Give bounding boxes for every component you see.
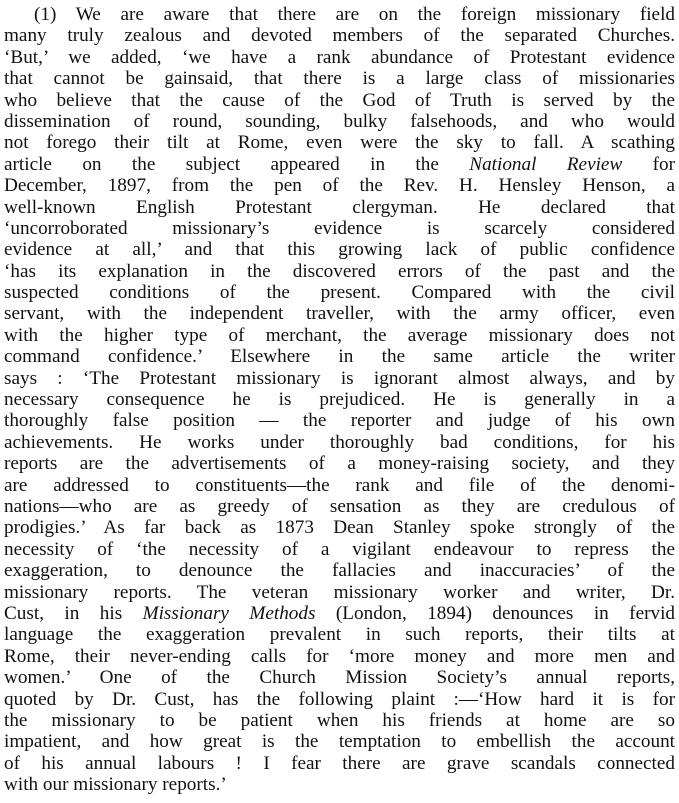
text-line: dissemination of round, sounding, bulky falsehoods, and who would [4,110,675,132]
text-line: not forego their tilt at Rome, even were the sky to fall. A scathing [4,132,675,154]
text-line: that cannot be gainsaid, that there is a large class of missionaries [4,68,675,90]
book-title: Missionary Methods [142,602,316,624]
text-line: thoroughly false position — the reporter and judge of his own [4,410,675,432]
text-line: many truly zealous and devoted members of the separated Churches. [4,25,675,47]
text-segment: article on the subject appeared in the [4,153,439,175]
text-line: language the exaggeration prevalent in such reports, their tilts at [4,624,675,646]
text-line: who believe that the cause of the God of Truth is served by the [4,89,675,111]
text-line: command confidence.’ Elsewhere in the same article the writer [4,346,675,368]
text-line: well-known English Protestant clergyman. He declared that [4,196,675,218]
text-line: suspected conditions of the present. Compared with the civil [4,282,675,304]
text-line: with our missionary reports.’ [4,774,227,796]
text-line [4,154,675,175]
text-line: missionary reports. The veteran missionary worker and writer, Dr. [4,581,675,603]
text-line: Rome, their never-ending calls for ‘more money and more men and [4,645,675,667]
text-line: servant, with the independent traveller, with the army officer, even [4,303,675,325]
text-line: ‘uncorroborated missionary’s evidence is scarcely considered [4,217,675,239]
text-line: of his annual labours ! I fear there are grave scandals connected [4,752,675,774]
footnote-paragraph [4,4,675,795]
text-segment: Cust, in his [4,602,123,624]
text-line: women.’ One of the Church Mission Society’s annual reports, [4,667,675,689]
text-line: evidence at all,’ and that this growing lack of public confidence [4,239,675,261]
text-line: achievements. He works under thoroughly bad conditions, for his [4,431,675,453]
text-line: nations—who are as greedy of sensation as they are credulous of [4,495,675,517]
text-line: ‘has its explanation in the discovered errors of the past and the [4,260,675,282]
text-line: are addressed to constituents—the rank and file of the denomi- [4,474,675,496]
text-line: (1) We are aware that there are on the foreign missionary field [34,4,675,25]
text-line: reports are the advertisements of a money-raising society, and they [4,453,675,475]
text-line: the missionary to be patient when his friends at home are so [4,709,675,731]
text-line: December, 1897, from the pen of the Rev. H. Hensley Henson, a [4,175,675,197]
text-line: necessary consequence he is prejudiced. He is generally in a [4,389,675,411]
text-line [4,603,675,624]
text-line: necessity of ‘the necessity of a vigilant endeavour to repress the [4,538,675,560]
text-line: impatient, and how great is the temptation to embellish the account [4,731,675,753]
text-segment: (London, 1894) denounces in fervid [335,602,675,624]
text-line: with the higher type of merchant, the average missionary does not [4,324,675,346]
journal-title: National Review [469,153,623,175]
text-segment: for [652,153,675,175]
text-line: quoted by Dr. Cust, has the following plaint :—‘How hard it is for [4,688,675,710]
text-line: prodigies.’ As far back as 1873 Dean Stanley spoke strongly of the [4,517,675,539]
text-line: ‘But,’ we added, ‘we have a rank abundance of Protestant evidence [4,46,675,68]
text-line: exaggeration, to denounce the fallacies and inaccuracies’ of the [4,560,675,582]
text-line: says : ‘The Protestant missionary is ignorant almost always, and by [4,367,675,389]
